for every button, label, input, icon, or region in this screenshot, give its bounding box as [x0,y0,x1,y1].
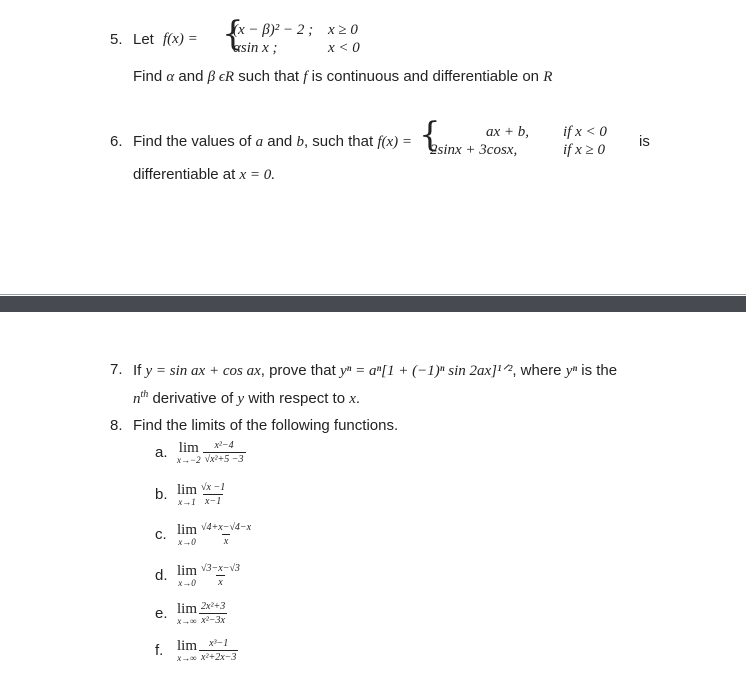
q6-brace: { [419,115,441,155]
q6-case2-cond: if x ≥ 0 [563,142,605,158]
q7-y: y [237,391,245,407]
lim-word: lim [178,439,199,456]
q7-eq: y = sin ax + cos ax [145,363,261,379]
fraction [199,522,253,547]
limit-operator [177,441,201,465]
q5-number: 5. [110,31,123,48]
lim-subscript: x→0 [178,577,196,588]
q7-number: 7. [110,361,123,378]
q5-case1-cond: x ≥ 0 [328,22,358,38]
denominator: x [223,536,229,547]
q7-line1 [133,361,617,380]
q7-eq2: yⁿ = aⁿ[1 + (−1)ⁿ sin 2ax]¹ᐟ² [339,363,513,379]
fraction [203,440,246,465]
lim-subscript: x→1 [178,496,196,507]
lim-subscript: x→−2 [177,454,201,465]
q8-item-label: b. [155,486,168,503]
q5-find-suffix: such that [234,68,304,85]
q8-item-b [155,482,227,507]
q5-fx: f(x) = [163,31,198,47]
q7-line2b: with respect to [244,390,350,407]
q5-lead: Let [133,31,154,48]
q6-text: Find the values of [133,133,256,150]
numerator: 2x²+3 [201,601,226,612]
lim-word: lim [177,637,198,654]
q5-f: f [303,69,308,85]
lim-subscript: x→∞ [177,652,197,663]
fraction [199,482,227,507]
q7-line2 [133,389,360,408]
q7-x: x [349,391,356,407]
section-divider-band [0,296,746,312]
q5-alpha: α [166,69,175,85]
q6-case2-expr: 2sinx + 3cosx, [430,142,518,158]
q6-line1 [133,133,412,151]
denominator: x−1 [205,496,222,507]
q5-and: and [174,68,208,85]
q7-line2-text: derivative of [148,390,238,407]
q5-in-r: ϵR [215,69,235,85]
q8-item-label: f. [155,642,164,659]
q6-number: 6. [110,133,123,150]
fraction [199,563,242,588]
denominator: x²−3x [201,615,225,626]
numerator: √4+x−√4−x [201,522,252,533]
q6-line2-text: differentiable at [133,166,240,183]
q6-fx: f(x) = [377,134,413,150]
limit-operator [177,639,197,663]
fraction [199,601,227,626]
limit-operator [177,602,197,626]
lim-word: lim [177,481,198,498]
denominator: √x²+5 −3 [204,454,244,465]
q5-R: R [543,69,553,85]
q8-item-a [155,440,246,465]
q7-yn: yⁿ [565,363,578,379]
q5-find-line [133,68,552,86]
lim-word: lim [177,521,198,538]
numerator: x²−4 [214,440,234,451]
q7-isthe: is the [577,362,618,379]
q8-item-label: e. [155,605,168,622]
fraction [199,638,238,663]
lim-word: lim [177,600,198,617]
q5-beta: β [207,69,216,85]
section-divider-line [0,294,746,295]
q6-b: b [296,134,304,150]
numerator: x³−1 [209,638,229,649]
lim-word: lim [177,562,198,579]
q8-item-e [155,601,227,626]
limit-operator [177,523,197,547]
q6-a: a [255,134,264,150]
q5-brace: { [222,14,244,54]
numerator: √3−x−√3 [201,563,240,574]
q7-n: n [133,391,141,407]
q6-and: and [263,133,297,150]
q5-find-end: is continuous and differentiable on [307,68,544,85]
q6-line2 [133,166,275,184]
denominator: x²+2x−3 [201,652,237,663]
q5-case2-expr: αsin x ; [233,40,278,56]
q5-case1-expr: (x − β)² − 2 ; [233,22,314,38]
limit-operator [177,483,197,507]
q7-where: , where [512,362,566,379]
q8-item-label: c. [155,526,167,543]
q7-prove: , prove that [260,362,340,379]
lim-subscript: x→0 [178,536,196,547]
lim-subscript: x→∞ [177,615,197,626]
q6-at: x = 0. [239,167,275,183]
q7-lead: If [133,362,146,379]
q8-item-label: a. [155,444,168,461]
q8-item-c [155,522,253,547]
numerator: √x −1 [201,482,226,493]
q5-case2-cond: x < 0 [328,40,360,56]
q7-th: th [140,389,149,400]
q6-case1-expr: ax + b, [486,124,530,140]
q5-find-prefix: Find [133,68,167,85]
limit-operator [177,564,197,588]
q8-item-f [155,638,238,663]
q8-number: 8. [110,417,123,434]
q8-item-d [155,563,242,588]
q8-item-label: d. [155,567,168,584]
denominator: x [218,577,223,588]
q6-case1-cond: if x < 0 [563,124,607,140]
q6-text2: , such that [303,133,378,150]
q7-dot: . [355,390,361,407]
q6-is: is [639,133,650,150]
q8-text: Find the limits of the following functions. [133,417,399,434]
